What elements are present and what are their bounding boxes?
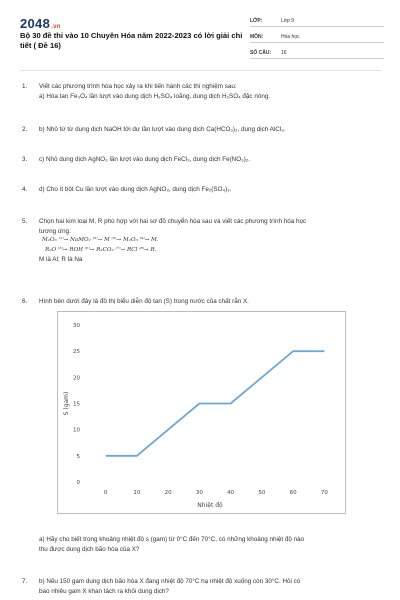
- question-text: Chọn hai kim loại M, R phù hợp với hai sơ đồ chuyển hóa sau và viết các phương trình hóa học: [39, 218, 307, 225]
- meta-value: Lớp 9: [281, 17, 295, 24]
- question-number: 6.: [22, 298, 28, 305]
- answer-text: M là Al; R là Na: [39, 256, 83, 263]
- question-3: [22, 155, 382, 165]
- question-number: 4.: [22, 186, 28, 193]
- question-number: 1.: [22, 83, 28, 90]
- solubility-chart-svg: [58, 312, 347, 515]
- y-tick-label: 10: [73, 427, 80, 434]
- meta-row-class: [250, 15, 384, 27]
- meta-key: SỐ CÂU:: [250, 49, 272, 56]
- question-4: [22, 185, 382, 195]
- y-tick-label: 20: [73, 375, 80, 382]
- question-text: tương ứng.: [39, 227, 71, 235]
- meta-value: 16: [281, 49, 287, 56]
- question-2: [22, 125, 382, 135]
- y-tick-label: 5: [76, 453, 80, 460]
- x-tick-label: 30: [195, 490, 203, 496]
- question-text: a) Hãy cho biết trong khoảng nhiệt độ s (gam) từ 0°C đến 70°C, có những khoảng nhiệt độ nào: [39, 536, 305, 543]
- question-text: Hình bên dưới đây là đồ thị biểu diễn độ tan (S) trong nước của chất rắn X.: [39, 298, 249, 305]
- question-6a: [22, 535, 382, 554]
- x-tick-label: 70: [320, 490, 328, 496]
- solubility-line: [106, 351, 325, 456]
- conversion-scheme-r: R₂O ⁽⁵⁾→ ROH ⁽⁶⁾→ R₂CO₃ ⁽⁷⁾→ RCl ⁽⁸⁾→ R.: [45, 246, 157, 253]
- x-tick-label: 20: [164, 490, 172, 496]
- question-text: a) Hòa tan Fe₃O₄ lần lượt vào dung dịch H₂SO₄ loãng, dung dịch H₂SO₄ đặc nóng.: [39, 92, 271, 100]
- meta-panel: [250, 15, 384, 63]
- y-tick-label: 30: [73, 323, 80, 329]
- question-text: Viết các phương trình hóa học xảy ra khi tiến hành các thí nghiệm sau:: [39, 83, 237, 90]
- question-text: thu được dung dịch bão hòa của X?: [39, 545, 140, 553]
- conversion-scheme-m: M₂O₃ ⁽¹⁾→ NaMO₂ ⁽²⁾→ M ⁽³⁾→ M₂O₃ ⁽⁴⁾→ M.: [42, 237, 159, 243]
- question-number: 7.: [22, 578, 28, 585]
- header-divider: [20, 70, 382, 71]
- question-text: b) Nếu 150 gam dung dịch bão hòa X đang nhiệt độ 70°C hạ nhiệt độ xuống còn 30°C. Hỏi có: [39, 578, 301, 585]
- meta-key: MÔN:: [250, 33, 264, 40]
- meta-value: Hóa học: [281, 33, 300, 40]
- y-tick-label: 0: [76, 480, 80, 486]
- question-number: 5.: [22, 218, 28, 225]
- x-tick-label: 40: [227, 490, 235, 496]
- y-tick-label: 25: [73, 349, 80, 356]
- x-tick-label: 10: [133, 490, 141, 496]
- question-1: [22, 82, 382, 101]
- solubility-chart: [57, 311, 346, 514]
- question-7: [22, 577, 382, 596]
- question-text: c) Nhỏ dung dịch AgNO₃ lần lượt vào dung dịch FeCl₃, dung dịch Fe(NO₃)₂.: [39, 156, 250, 163]
- question-number: 3.: [22, 156, 28, 163]
- question-text: d) Cho ít bột Cu lần lượt vào dung dịch AgNO₃, dung dịch Fe₂(SO₄)₃.: [39, 186, 232, 193]
- meta-key: LỚP:: [250, 17, 263, 24]
- question-text: b) Nhỏ từ từ dung dịch NaOH tới dư lần lượt vào dung dịch Ca(HCO₃)₂, dung dịch AlCl₃.: [39, 126, 286, 133]
- x-tick-label: 50: [258, 490, 266, 496]
- question-number: 2.: [22, 126, 28, 133]
- y-axis-label: S (gam): [63, 391, 70, 416]
- y-tick-label: 15: [73, 401, 80, 408]
- meta-row-count: [250, 47, 384, 59]
- x-tick-label: 0: [103, 490, 108, 496]
- x-axis-label: Nhiệt độ: [197, 502, 223, 509]
- meta-row-subject: [250, 31, 384, 43]
- logo-text: 2048: [20, 16, 51, 31]
- logo-suffix: .vn: [51, 24, 61, 30]
- site-logo[interactable]: [20, 16, 61, 31]
- question-6: [22, 297, 382, 307]
- x-tick-label: 60: [289, 490, 297, 496]
- page-title: Bộ 30 đề thi vào 10 Chuyên Hóa năm 2022-2023 có lời giải chi tiết ( Đề 16): [20, 31, 243, 50]
- question-text: bao nhiêu gam X khan tách ra khỏi dung dịch?: [39, 587, 169, 595]
- question-5: [22, 217, 382, 265]
